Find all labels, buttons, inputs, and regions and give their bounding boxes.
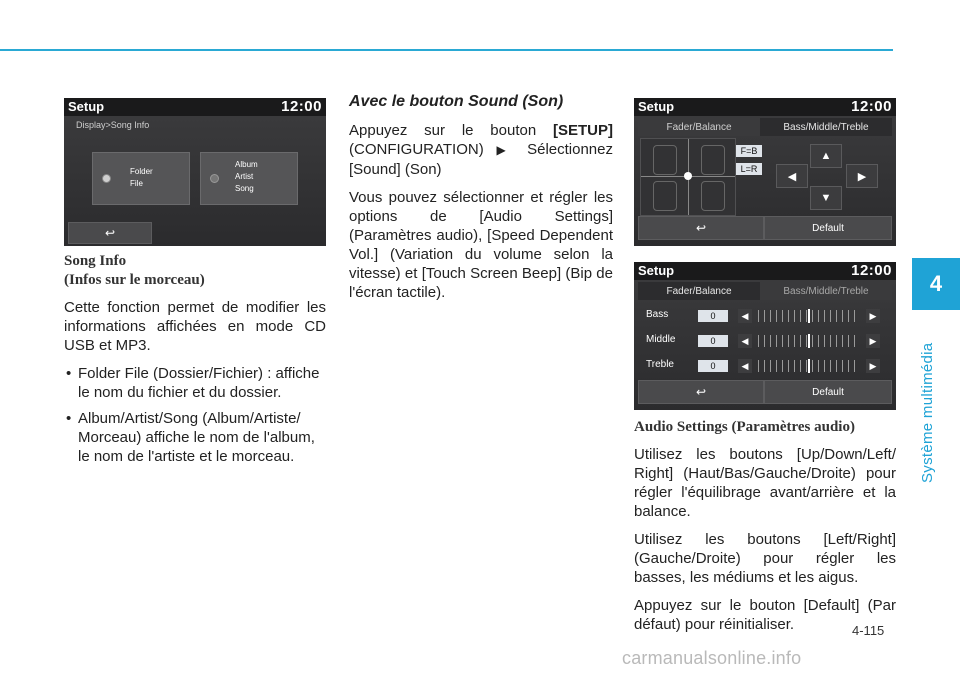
eq-value: 0: [698, 335, 728, 347]
screen-body: [634, 280, 896, 410]
tab-fader-balance[interactable]: Fader/Balance: [638, 282, 760, 300]
down-button[interactable]: ▼: [810, 186, 842, 210]
screen-title-bar: [64, 98, 326, 116]
screen-body: [64, 116, 326, 246]
middle-column: [349, 92, 613, 311]
seat-diagram[interactable]: [640, 138, 736, 216]
seat-icon: [653, 145, 677, 175]
back-arrow-icon: ↩: [104, 226, 116, 240]
setup-instruction: [349, 121, 613, 179]
up-button[interactable]: ▲: [810, 144, 842, 168]
seat-icon: [701, 181, 725, 211]
back-arrow-icon: ↩: [695, 221, 707, 235]
eq-value: 0: [698, 310, 728, 322]
setup-keyword: [SETUP]: [553, 122, 613, 139]
screen-body: [634, 116, 896, 246]
left-column: [64, 252, 326, 473]
left-button[interactable]: ◀: [776, 164, 808, 188]
screen-title-bar: [634, 98, 896, 116]
top-rule: [0, 49, 893, 51]
chapter-title: Système multimédia: [919, 342, 936, 483]
album-artist-song-option[interactable]: [200, 152, 298, 205]
back-button[interactable]: [638, 380, 764, 404]
tab-fader-balance[interactable]: Fader/Balance: [638, 118, 760, 136]
breadcrumb: Display>Song Info: [76, 120, 150, 130]
fade-value: F=B: [736, 145, 762, 157]
radio-icon: [210, 174, 219, 183]
decrease-button[interactable]: ◀: [738, 359, 752, 373]
seat-icon: [701, 145, 725, 175]
decrease-button[interactable]: ◀: [738, 309, 752, 323]
balance-point-icon: [684, 172, 692, 180]
heading-line2: (Infos sur le morceau): [64, 272, 205, 288]
song-info-paragraph: Cette fonction permet de modifier les informations affichées en mode CD USB et MP3.: [64, 299, 326, 354]
eq-label: Treble: [646, 359, 674, 370]
decrease-button[interactable]: ◀: [738, 334, 752, 348]
audio-settings-p3: Appuyez sur le bouton [Default] (Par défaut) pour réinitialiser.: [634, 597, 896, 633]
increase-button[interactable]: ▶: [866, 359, 880, 373]
chapter-side-label: [896, 323, 956, 483]
back-button[interactable]: [638, 216, 764, 240]
heading-line1: Song Info: [64, 253, 127, 269]
tab-bass-middle-treble[interactable]: Bass/Middle/Treble: [760, 282, 892, 300]
balance-value: L=R: [736, 163, 762, 175]
right-button[interactable]: ▶: [846, 164, 878, 188]
right-column: [634, 418, 896, 643]
chapter-number-tab: [912, 258, 960, 310]
screen-title: Setup: [68, 99, 105, 114]
bass-middle-treble-screen: [634, 262, 896, 410]
option-label: Album Artist Song: [235, 160, 258, 193]
text-span: Sélectionnez [Sound] (Son): [349, 141, 613, 178]
page-number: 4-115: [852, 623, 885, 638]
tab-bass-middle-treble[interactable]: Bass/Middle/Treble: [760, 118, 892, 136]
song-info-heading: [64, 252, 326, 290]
sound-options-paragraph: Vous pouvez sélectionner et régler les options de [Audio Settings] (Paramètres audio), [Speed Dependent Vol.] (Variation du volume selon la vitesse) et [Touch Screen Beep] (Bip de l'écran tactile).: [349, 189, 613, 301]
increase-button[interactable]: ▶: [866, 309, 880, 323]
screen-clock: 12:00: [281, 98, 322, 115]
eq-value: 0: [698, 360, 728, 372]
eq-slider-thumb[interactable]: [808, 359, 810, 373]
screen-title: Setup: [638, 263, 675, 278]
fader-balance-screen: [634, 98, 896, 246]
screen-clock: 12:00: [851, 98, 892, 115]
eq-slider-thumb[interactable]: [808, 334, 810, 348]
arrow-right-icon: ▶: [496, 143, 515, 157]
text-span: (CONFIGURATION): [349, 141, 497, 158]
increase-button[interactable]: ▶: [866, 334, 880, 348]
chapter-number: 4: [929, 271, 943, 296]
back-button[interactable]: [68, 222, 152, 244]
bullet-item: • Album/Artist/Song (Album/Artiste/ Morceau) affiche le nom de l'album, le nom de l'artiste et le morceau.: [64, 409, 326, 466]
watermark: carmanualsonline.info: [622, 648, 802, 668]
bullet-item: • Folder File (Dossier/Fichier) : affiche le nom du fichier et du dossier.: [64, 364, 326, 402]
screen-title: Setup: [638, 99, 675, 114]
seat-icon: [653, 181, 677, 211]
audio-settings-heading: Audio Settings (Paramètres audio): [634, 419, 855, 435]
eq-label: Middle: [646, 334, 676, 345]
option-label: Folder File: [130, 167, 153, 188]
folder-file-option[interactable]: [92, 152, 190, 205]
screen-clock: 12:00: [851, 262, 892, 279]
screen-title-bar: [634, 262, 896, 280]
default-button[interactable]: Default: [764, 216, 892, 240]
sound-button-heading: Avec le bouton Sound (Son): [349, 93, 564, 110]
eq-label: Bass: [646, 309, 669, 320]
back-arrow-icon: ↩: [695, 385, 707, 399]
audio-settings-p2: Utilisez les boutons [Left/Right] (Gauche/Droite) pour régler les basses, les médiums et les aigus.: [634, 531, 896, 586]
eq-slider-thumb[interactable]: [808, 309, 810, 323]
text-span: Appuyez sur le bouton: [349, 122, 553, 139]
radio-icon: [102, 174, 111, 183]
audio-settings-p1: Utilisez les boutons [Up/Down/Left/ Right] (Haut/Bas/Gauche/Droite) pour régler l'équilibrage avant/arrière et la balance.: [634, 446, 896, 520]
song-info-screen: [64, 98, 326, 246]
default-button[interactable]: Default: [764, 380, 892, 404]
